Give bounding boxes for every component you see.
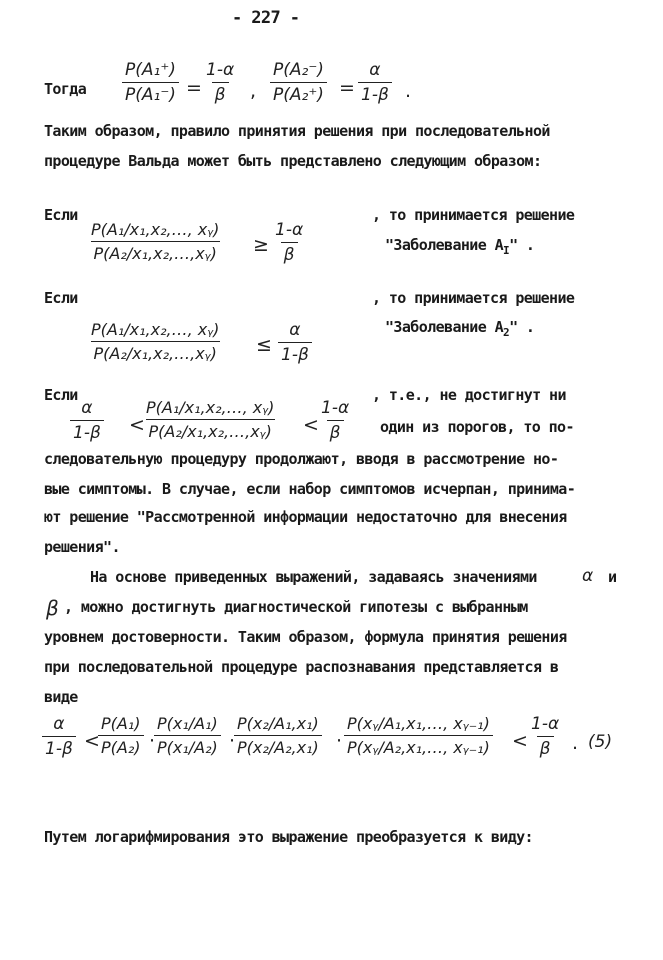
fraction-conditional-ratio [143, 398, 277, 441]
decision-subscript: I [503, 244, 510, 257]
denominator: P(A₂) [98, 735, 144, 757]
numerator: P(A₂⁻) [273, 60, 324, 80]
decision-close: " . [509, 236, 535, 254]
numerator: 1-α [531, 714, 560, 734]
text-decision [385, 236, 534, 257]
numerator: P(A₁/x₁,x₂,…, xᵧ) [91, 220, 220, 239]
text-esli: Если [44, 289, 78, 307]
fraction-conditional-ratio [88, 320, 222, 363]
alpha-symbol: α [582, 566, 594, 586]
denominator: P(A₂⁺) [270, 82, 327, 105]
numerator: P(xᵧ/A₁,x₁,…, xᵧ₋₁) [347, 714, 490, 733]
text-esli: Если [44, 206, 78, 224]
less-than-sign: < [129, 414, 145, 436]
fraction-one-minus-alpha-over-beta [272, 220, 306, 265]
decision-close: " . [509, 318, 535, 336]
text-line: вые симптомы. В случае, если набор симптомов исчерпан, принима- [44, 480, 576, 498]
text-then: , то принимается решение [372, 289, 575, 307]
fraction-one-minus-alpha-over-beta [318, 398, 352, 443]
denominator: β [327, 420, 344, 443]
text-decision [385, 318, 534, 339]
numerator: P(x₂/A₁,x₁) [237, 714, 319, 733]
text-line: уровнем достоверности. Таким образом, формула принятия решения [44, 628, 567, 646]
denominator: P(A₂/x₁,x₂,…,xᵧ) [91, 341, 220, 363]
fraction-alpha-over-one-minus-beta [358, 60, 392, 105]
text-line: следовательную процедуру продолжают, вводя в рассмотрение но- [44, 450, 559, 468]
numerator: α [369, 60, 381, 80]
text-line: решения". [44, 538, 120, 556]
text-togda: Тогда [44, 80, 87, 98]
multiply-dot: · [149, 730, 156, 752]
text-line: Путем логарифмирования это выражение преобразуется к виду: [44, 828, 533, 846]
less-than-sign: < [84, 730, 100, 752]
denominator: 1-β [70, 420, 104, 443]
period: . [572, 732, 579, 754]
leq-sign: ≤ [256, 334, 272, 356]
page-number: - 227 - [232, 8, 300, 28]
equals-sign: = [186, 77, 202, 99]
equation-number: (5) [588, 732, 613, 752]
numerator: P(A₁/x₁,x₂,…, xᵧ) [91, 320, 220, 339]
text-then: , то принимается решение [372, 206, 575, 224]
geq-sign: ≥ [253, 234, 269, 256]
fraction-symptom1-ratio [154, 714, 221, 757]
denominator: β [537, 736, 554, 759]
less-than-sign: < [303, 414, 319, 436]
multiply-dot: · [229, 730, 236, 752]
text-line: процедуре Вальда может быть представлено следующим образом: [44, 152, 542, 170]
denominator: P(xᵧ/A₂,x₁,…, xᵧ₋₁) [344, 735, 493, 757]
text-then: , т.е., не достигнут ни [372, 386, 566, 404]
numerator: 1-α [321, 398, 350, 418]
text-line: ют решение "Рассмотренной информации недостаточно для внесения [44, 508, 567, 526]
denominator: 1-β [42, 736, 76, 759]
denominator: 1-β [278, 342, 312, 365]
fraction-symptom-y-ratio [344, 714, 493, 757]
fraction-alpha-over-one-minus-beta [278, 320, 312, 365]
numerator: 1-α [206, 60, 235, 80]
numerator: P(A₁⁺) [125, 60, 176, 80]
numerator: 1-α [275, 220, 304, 240]
text-line: , можно достигнуть диагностической гипотезы с выбранным [64, 598, 528, 616]
numerator: P(x₁/A₁) [157, 714, 218, 733]
text-esli: Если [44, 386, 78, 404]
beta-symbol: β [46, 596, 59, 620]
denominator: 1-β [358, 82, 392, 105]
less-than-sign: < [512, 730, 528, 752]
text-line: На основе приведенных выражений, задаваясь значениями [90, 568, 537, 586]
fraction-prior-ratio [98, 714, 144, 757]
denominator: P(x₁/A₂) [154, 735, 221, 757]
text-line: виде [44, 688, 78, 706]
fraction-alpha-over-one-minus-beta [42, 714, 76, 759]
denominator: P(A₁⁻) [122, 82, 179, 105]
fraction-p-a1-plus-over-a1-minus [122, 60, 179, 105]
fraction-conditional-ratio [88, 220, 222, 263]
fraction-alpha-over-one-minus-beta [70, 398, 104, 443]
numerator: P(A₁) [101, 714, 141, 733]
text-line: при последовательной процедуре распознавания представляется в [44, 658, 559, 676]
denominator: P(A₂/x₁,x₂,…,xᵧ) [146, 419, 275, 441]
denominator: P(A₂/x₁,x₂,…,xᵧ) [91, 241, 220, 263]
fraction-symptom2-ratio [234, 714, 322, 757]
decision-label: "Заболевание A [385, 236, 504, 254]
numerator: α [289, 320, 301, 340]
decision-subscript: 2 [503, 326, 510, 339]
text-word: и [608, 568, 617, 586]
multiply-dot: · [336, 730, 343, 752]
fraction-one-minus-alpha-over-beta [528, 714, 562, 759]
text-then: один из порогов, то по- [380, 418, 574, 436]
denominator: β [212, 82, 229, 105]
numerator: α [81, 398, 93, 418]
comma: , [250, 80, 257, 102]
text-line: Таким образом, правило принятия решения при последовательной [44, 122, 550, 140]
numerator: α [53, 714, 65, 734]
numerator: P(A₁/x₁,x₂,…, xᵧ) [146, 398, 275, 417]
fraction-p-a2-minus-over-a2-plus [270, 60, 327, 105]
period: . [405, 80, 412, 102]
fraction-one-minus-alpha-over-beta [203, 60, 237, 105]
denominator: β [281, 242, 298, 265]
equals-sign: = [339, 77, 355, 99]
denominator: P(x₂/A₂,x₁) [234, 735, 322, 757]
decision-label: "Заболевание A [385, 318, 504, 336]
